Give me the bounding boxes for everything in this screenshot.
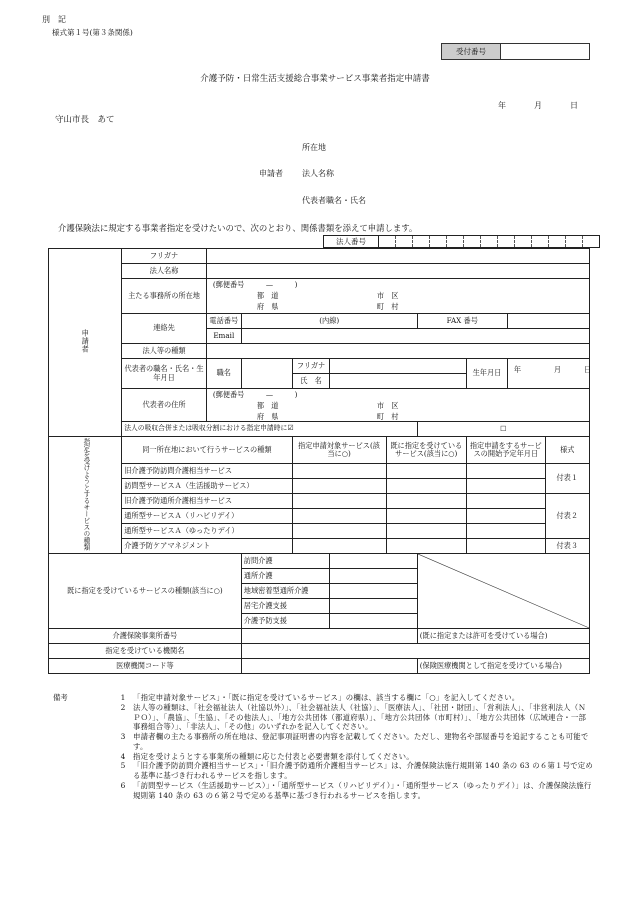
rep-name-label: 代表者の職名・氏名・生年月日 — [122, 359, 207, 389]
care-office-number-note: (既に指定または許可を受けている場合) — [417, 629, 589, 644]
corp-number-digit[interactable] — [413, 236, 430, 248]
date-day: 日 — [570, 101, 578, 110]
note-item — [53, 781, 593, 801]
representative-label: 代表者職名・氏名 — [302, 196, 366, 205]
birth-date-field[interactable] — [507, 359, 592, 389]
addressee: 守山市長 あて — [55, 115, 115, 125]
target-service-cell[interactable] — [292, 539, 386, 554]
address-label: 所在地 — [302, 143, 326, 152]
note-text: 申請者欄の主たる事務所の所在地は、登記事項証明書の内容を記載してください。ただし、建物名や部屋番号を追記することも可能です。 — [133, 732, 589, 751]
target-service-cell[interactable] — [292, 464, 386, 479]
form-number: 様式第１号(第３条関係) — [52, 28, 133, 37]
target-service-header: 指定申請対象サービス(該当に○) — [292, 437, 386, 464]
extension-label: (内線) — [319, 315, 340, 325]
main-office-label: 主たる事務所の所在地 — [122, 279, 207, 314]
start-date-cell[interactable] — [467, 539, 545, 554]
corp-number-digit[interactable] — [566, 236, 583, 248]
phone-field[interactable] — [241, 314, 417, 329]
form-ref-3: 付表３ — [545, 539, 589, 554]
corp-name-row-label: 法人名称 — [122, 264, 207, 279]
service-row-label: 旧介護予防通所介護相当サービス — [122, 494, 292, 509]
form-ref-2: 付表２ — [545, 494, 589, 539]
receipt-number-box — [441, 43, 590, 60]
corp-number-digit[interactable] — [447, 236, 464, 248]
birth-year: 年 — [513, 365, 522, 374]
existing-service-cell[interactable] — [386, 509, 467, 524]
start-date-header: 指定申請をするサービスの開始予定年月日 — [467, 437, 545, 464]
target-service-cell[interactable] — [292, 479, 386, 494]
note-text: 法人等の種類は、「社会福祉法人（社協以外）」、「社会福祉法人（社協）」、「医療法人」、「社団・財団」、「営利法人」、「非営利法人（ＮＰＯ）」、「農協」、「生協」、「その他法人」、「地方公共団体（都道府県）」、「地方公共団体（市町村）」、「地方公共団体（広域連合・一部事務組合等）」、「非法人」、「その他」のいずれかを記入してください。 — [133, 702, 587, 732]
diagonal-blank-cell — [417, 554, 589, 629]
note-number: 5 — [120, 761, 126, 771]
existing-item-cell[interactable] — [330, 569, 417, 584]
main-office-field[interactable] — [206, 279, 589, 314]
corp-number-digit[interactable] — [583, 236, 600, 248]
existing-item: 通所介護 — [241, 569, 330, 584]
existing-item: 介護予防支援 — [241, 614, 330, 629]
merger-checkbox[interactable]: ☐ — [417, 422, 589, 437]
email-label: Email — [206, 329, 241, 344]
chouson-label: 町 村 — [376, 302, 399, 311]
service-row-label: 通所型サービスＡ（リハビリデイ） — [122, 509, 292, 524]
diagonal-line — [418, 554, 589, 628]
note-number: 1 — [120, 693, 126, 702]
note-text: 「旧介護予防訪問介護相当サービス」・「旧介護予防通所介護相当サービス」は、介護保険法施行規則第 140 条の 63 の６第１号で定める基準に基づき行われるサービスを指します。 — [133, 761, 593, 781]
page-title: 介護予防・日常生活支援総合事業サービス事業者指定申請書 — [200, 74, 430, 84]
rep-address-label: 代表者の住所 — [122, 389, 207, 422]
target-service-cell[interactable] — [292, 524, 386, 539]
corp-number-digit[interactable] — [396, 236, 413, 248]
note-number: 6 — [120, 780, 126, 790]
fax-label: FAX 番号 — [417, 314, 507, 329]
existing-item-cell[interactable] — [330, 584, 417, 599]
fuken-label: 府 県 — [256, 302, 279, 311]
services-section-label: 指定を受けようとするサービスの種類 — [49, 437, 122, 554]
note-item — [53, 752, 593, 762]
existing-service-cell[interactable] — [386, 479, 467, 494]
receipt-number-field[interactable] — [502, 44, 588, 59]
existing-item-cell[interactable] — [330, 614, 417, 629]
start-date-cell[interactable] — [467, 479, 545, 494]
corp-number-digit[interactable] — [430, 236, 447, 248]
rep-chouson-label: 町 村 — [376, 412, 399, 421]
start-date-cell[interactable] — [467, 524, 545, 539]
existing-service-cell[interactable] — [386, 539, 467, 554]
rep-postal-label: (郵便番号 — ) — [212, 390, 298, 399]
existing-service-cell[interactable] — [386, 494, 467, 509]
corp-number-digit[interactable] — [481, 236, 498, 248]
date-year: 年 — [498, 101, 506, 110]
start-date-cell[interactable] — [467, 509, 545, 524]
existing-item: 地域密着型通所介護 — [241, 584, 330, 599]
corp-name-field[interactable] — [206, 264, 589, 279]
designated-institution-label: 指定を受けている機関名 — [49, 644, 242, 659]
phone-label: 電話番号 — [206, 314, 241, 329]
existing-item: 訪問介護 — [241, 554, 330, 569]
rep-todo-label: 都 道 — [256, 401, 279, 410]
rep-address-field[interactable] — [206, 389, 589, 422]
service-row-label: 旧介護予防訪問介護相当サービス — [122, 464, 292, 479]
rep-furigana-label: フリガナ — [292, 359, 330, 374]
appendix-label: 別 記 — [42, 15, 66, 24]
furigana-field[interactable] — [206, 249, 589, 264]
existing-service-cell[interactable] — [386, 524, 467, 539]
service-row-label: 介護予防ケアマネジメント — [122, 539, 292, 554]
postal-code-label: (郵便番号 — ) — [212, 280, 298, 289]
existing-item-cell[interactable] — [330, 554, 417, 569]
service-row-label: 通所型サービスＡ（ゆったりデイ） — [122, 524, 292, 539]
corp-number-digit[interactable] — [532, 236, 549, 248]
contact-label: 連絡先 — [122, 314, 207, 344]
notes-section — [53, 693, 593, 800]
corp-number-table — [323, 235, 600, 248]
designated-institution-field[interactable] — [241, 644, 589, 659]
rep-fuken-label: 府 県 — [256, 412, 279, 421]
shiku-label: 市 区 — [376, 291, 399, 300]
corp-number-digit[interactable] — [549, 236, 566, 248]
job-title-label: 職名 — [206, 359, 241, 389]
corp-type-field[interactable] — [206, 344, 589, 359]
email-field[interactable] — [241, 329, 589, 344]
application-statement: 介護保険法に規定する事業者指定を受けたいので、次のとおり、関係書類を添えて申請します。 — [58, 223, 418, 233]
form-ref-1: 付表１ — [545, 464, 589, 494]
corp-number-label: 法人番号 — [324, 236, 379, 248]
target-service-cell[interactable] — [292, 494, 386, 509]
medical-code-field[interactable] — [241, 659, 417, 674]
birth-date-label: 生年月日 — [467, 359, 508, 389]
todo-label: 都 道 — [256, 291, 279, 300]
corp-number-digit[interactable] — [464, 236, 481, 248]
note-text: 「指定申請対象サービス」・「既に指定を受けているサービス」の欄は、該当する欄に「○」を記入してください。 — [133, 693, 520, 702]
note-number: 3 — [120, 732, 126, 742]
corp-number-digit[interactable] — [379, 236, 396, 248]
service-row-label: 訪問型サービスＡ（生活援助サービス） — [122, 479, 292, 494]
start-date-cell[interactable] — [467, 494, 545, 509]
corp-name-label: 法人名称 — [302, 169, 334, 178]
care-office-number-label: 介護保険事業所番号 — [49, 629, 242, 644]
target-service-cell[interactable] — [292, 509, 386, 524]
note-number: 4 — [120, 751, 126, 761]
fax-field[interactable] — [507, 314, 589, 329]
medical-code-note: (保険医療機関として指定を受けている場合) — [417, 659, 589, 674]
rep-furigana-field[interactable] — [330, 359, 467, 374]
date-month: 月 — [534, 101, 542, 110]
birth-month: 月 — [553, 365, 562, 374]
merger-note: 法人の吸収合併または吸収分割における指定申請時に☑ — [122, 422, 418, 437]
rep-shiku-label: 市 区 — [376, 401, 399, 410]
corp-number-digit[interactable] — [515, 236, 532, 248]
note-number: 2 — [120, 702, 126, 712]
notes-label: 備考 — [53, 693, 68, 702]
applicant-section-label: 申請者 — [49, 249, 122, 437]
rep-shimei-label: 氏 名 — [292, 374, 330, 389]
note-text: 指定を受けようとする事業所の種類に応じた付表と必要書類を添付してください。 — [133, 751, 414, 761]
service-type-header: 同一所在地において行うサービスの種類 — [122, 437, 292, 464]
note-item — [53, 693, 593, 703]
corp-type-label: 法人等の種類 — [122, 344, 207, 359]
existing-service-cell[interactable] — [386, 464, 467, 479]
care-office-number-field[interactable] — [241, 629, 417, 644]
birth-day: 日 — [583, 365, 592, 374]
existing-designation-label: 既に指定を受けているサービスの種類(該当に○) — [49, 554, 242, 629]
rep-shimei-field[interactable] — [330, 374, 467, 389]
note-item — [53, 732, 593, 752]
note-text: 「訪問型サービス（生活援助サービス）」・「通所型サービス（リハビリデイ）」・「通所型サービス（ゆったりデイ）」は、介護保険法施行規則第 140 条の 63 の６第２号で定める基準に基づき行われるサービスを指します。 — [133, 780, 592, 800]
existing-item: 居宅介護支援 — [241, 599, 330, 614]
medical-code-label: 医療機関コード等 — [49, 659, 242, 674]
existing-item-cell[interactable] — [330, 599, 417, 614]
note-item — [53, 761, 593, 781]
form-header: 様式 — [545, 437, 589, 464]
furigana-label: フリガナ — [122, 249, 207, 264]
application-form-table — [48, 248, 590, 674]
existing-service-header: 既に指定を受けているサービス(該当に○) — [386, 437, 467, 464]
applicant-label: 申請者 — [259, 169, 283, 178]
corp-number-digit[interactable] — [498, 236, 515, 248]
note-item — [53, 703, 593, 732]
receipt-number-label: 受付番号 — [442, 44, 501, 59]
start-date-cell[interactable] — [467, 464, 545, 479]
job-title-field[interactable] — [241, 359, 292, 389]
